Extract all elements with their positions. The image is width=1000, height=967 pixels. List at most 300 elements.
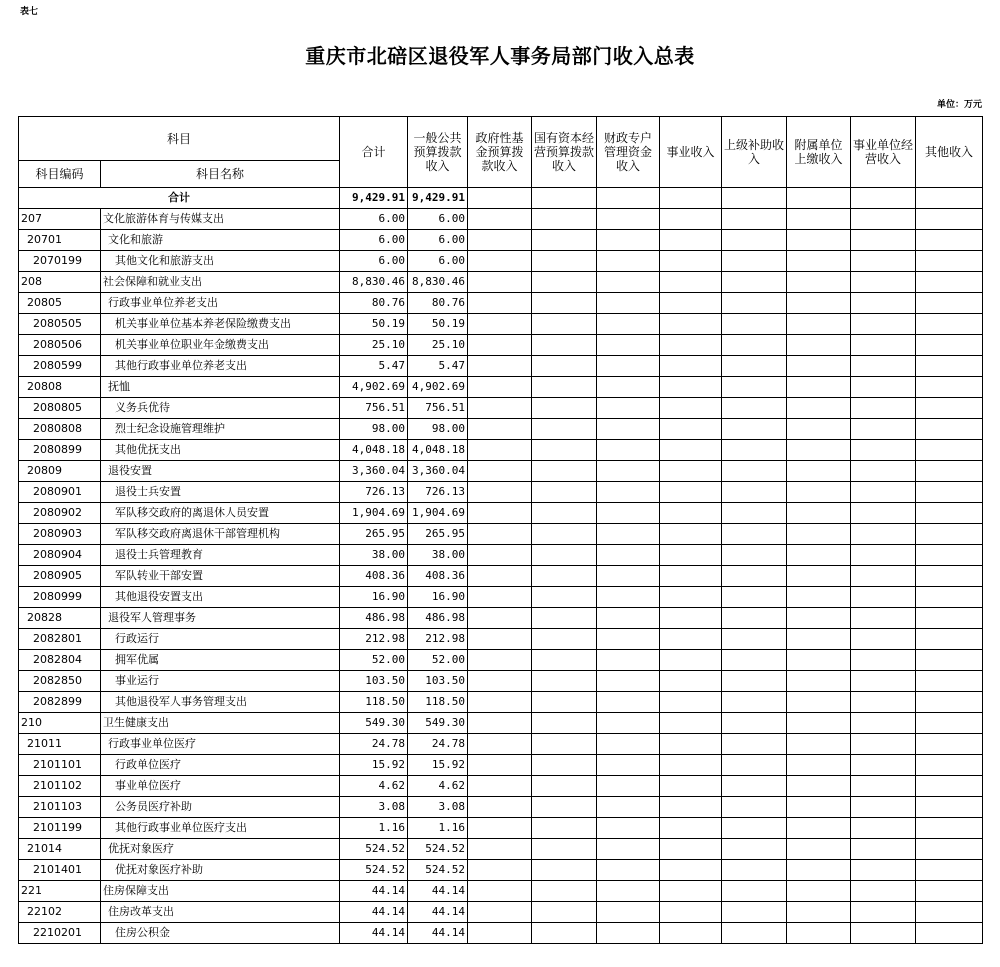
empty-cell — [468, 314, 532, 335]
empty-cell — [722, 272, 787, 293]
empty-cell — [660, 650, 722, 671]
row-code: 2080905 — [19, 566, 101, 587]
empty-cell — [851, 818, 916, 839]
row-code: 2070199 — [19, 251, 101, 272]
empty-cell — [851, 419, 916, 440]
empty-cell — [597, 356, 660, 377]
row-general-budget: 6.00 — [408, 251, 468, 272]
empty-cell — [722, 398, 787, 419]
empty-cell — [597, 272, 660, 293]
row-name: 卫生健康支出 — [101, 713, 340, 734]
empty-cell — [468, 755, 532, 776]
row-name: 机关事业单位基本养老保险缴费支出 — [101, 314, 340, 335]
empty-cell — [468, 566, 532, 587]
empty-cell — [722, 251, 787, 272]
empty-cell — [722, 356, 787, 377]
row-total: 549.30 — [340, 713, 408, 734]
row-name: 其他优抚支出 — [101, 440, 340, 461]
table-row — [19, 440, 983, 461]
empty-cell — [660, 272, 722, 293]
empty-cell — [916, 566, 983, 587]
empty-cell — [660, 440, 722, 461]
empty-cell — [787, 923, 851, 944]
empty-cell — [916, 440, 983, 461]
empty-cell — [722, 902, 787, 923]
empty-cell — [916, 797, 983, 818]
total-general: 9,429.91 — [408, 188, 468, 209]
empty-cell — [660, 566, 722, 587]
table-row — [19, 503, 983, 524]
empty-cell — [787, 839, 851, 860]
row-total: 486.98 — [340, 608, 408, 629]
empty-cell — [660, 755, 722, 776]
empty-cell — [532, 734, 597, 755]
total-label: 合计 — [19, 188, 340, 209]
empty-cell — [468, 482, 532, 503]
empty-cell — [787, 608, 851, 629]
empty-cell — [787, 524, 851, 545]
empty-cell — [916, 650, 983, 671]
empty-cell — [916, 587, 983, 608]
empty-cell — [532, 713, 597, 734]
row-general-budget: 3.08 — [408, 797, 468, 818]
empty-cell — [916, 209, 983, 230]
empty-cell — [468, 461, 532, 482]
empty-cell — [787, 335, 851, 356]
row-general-budget: 44.14 — [408, 881, 468, 902]
empty-cell — [660, 860, 722, 881]
empty-cell — [722, 503, 787, 524]
row-total: 726.13 — [340, 482, 408, 503]
empty-cell — [787, 650, 851, 671]
row-general-budget: 16.90 — [408, 587, 468, 608]
empty-cell — [468, 251, 532, 272]
empty-cell — [916, 398, 983, 419]
header-general-budget: 一般公共预算拨款收入 — [408, 117, 468, 188]
table-row — [19, 923, 983, 944]
row-total: 4.62 — [340, 776, 408, 797]
empty-cell — [532, 209, 597, 230]
row-general-budget: 1,904.69 — [408, 503, 468, 524]
row-total: 15.92 — [340, 755, 408, 776]
empty-cell — [851, 314, 916, 335]
empty-cell — [468, 629, 532, 650]
empty-cell — [851, 335, 916, 356]
empty-cell — [851, 755, 916, 776]
empty-cell — [597, 734, 660, 755]
row-code: 2080599 — [19, 356, 101, 377]
table-row — [19, 314, 983, 335]
table-number-label: 表七 — [20, 7, 39, 17]
row-total: 118.50 — [340, 692, 408, 713]
row-total: 44.14 — [340, 923, 408, 944]
empty-cell — [787, 545, 851, 566]
row-name: 退役军人管理事务 — [101, 608, 340, 629]
row-code: 21014 — [19, 839, 101, 860]
empty-cell — [597, 419, 660, 440]
page-title: 重庆市北碚区退役军人事务局部门收入总表 — [305, 44, 695, 68]
empty-cell — [787, 230, 851, 251]
empty-cell — [468, 860, 532, 881]
table-row — [19, 671, 983, 692]
row-code: 2101103 — [19, 797, 101, 818]
empty-cell — [597, 608, 660, 629]
row-total: 25.10 — [340, 335, 408, 356]
row-total: 98.00 — [340, 419, 408, 440]
empty-cell — [722, 755, 787, 776]
row-general-budget: 265.95 — [408, 524, 468, 545]
row-code: 221 — [19, 881, 101, 902]
header-affiliate-remit: 附属单位上缴收入 — [787, 117, 851, 188]
empty-cell — [851, 482, 916, 503]
row-total: 1.16 — [340, 818, 408, 839]
row-total: 212.98 — [340, 629, 408, 650]
row-general-budget: 486.98 — [408, 608, 468, 629]
empty-cell — [787, 587, 851, 608]
empty-cell — [851, 902, 916, 923]
row-code: 20701 — [19, 230, 101, 251]
row-name: 行政运行 — [101, 629, 340, 650]
empty-cell — [660, 482, 722, 503]
row-general-budget: 6.00 — [408, 209, 468, 230]
empty-cell — [532, 587, 597, 608]
empty-cell — [468, 881, 532, 902]
empty-cell — [660, 524, 722, 545]
empty-cell — [660, 818, 722, 839]
row-general-budget: 98.00 — [408, 419, 468, 440]
empty-cell — [916, 356, 983, 377]
empty-cell — [597, 755, 660, 776]
empty-cell — [916, 335, 983, 356]
table-row — [19, 293, 983, 314]
empty-cell — [916, 230, 983, 251]
table-row — [19, 608, 983, 629]
row-name: 拥军优属 — [101, 650, 340, 671]
income-summary-table — [18, 116, 983, 944]
empty-cell — [787, 251, 851, 272]
empty-cell — [660, 503, 722, 524]
empty-cell — [532, 419, 597, 440]
row-code: 2080904 — [19, 545, 101, 566]
empty-cell — [532, 251, 597, 272]
table-row — [19, 230, 983, 251]
empty-cell — [468, 839, 532, 860]
empty-cell — [468, 545, 532, 566]
row-total: 80.76 — [340, 293, 408, 314]
row-general-budget: 5.47 — [408, 356, 468, 377]
table-row — [19, 692, 983, 713]
row-general-budget: 118.50 — [408, 692, 468, 713]
empty-cell — [660, 692, 722, 713]
row-name: 其他文化和旅游支出 — [101, 251, 340, 272]
row-code: 2082804 — [19, 650, 101, 671]
row-general-budget: 524.52 — [408, 860, 468, 881]
table-row — [19, 860, 983, 881]
empty-cell — [532, 797, 597, 818]
empty-cell — [532, 755, 597, 776]
row-code: 2080805 — [19, 398, 101, 419]
empty-cell — [851, 839, 916, 860]
empty-cell — [722, 881, 787, 902]
row-code: 208 — [19, 272, 101, 293]
empty-cell — [660, 461, 722, 482]
empty-cell — [722, 839, 787, 860]
empty-cell — [660, 419, 722, 440]
row-code: 2080902 — [19, 503, 101, 524]
empty-cell — [660, 293, 722, 314]
empty-cell — [722, 608, 787, 629]
table-row — [19, 209, 983, 230]
empty-cell — [660, 881, 722, 902]
row-total: 44.14 — [340, 881, 408, 902]
empty-cell — [660, 587, 722, 608]
table-row — [19, 902, 983, 923]
empty-cell — [532, 776, 597, 797]
empty-cell — [787, 692, 851, 713]
empty-cell — [532, 482, 597, 503]
empty-cell — [468, 734, 532, 755]
empty-cell — [468, 440, 532, 461]
header-total: 合计 — [340, 117, 408, 188]
empty-cell — [851, 860, 916, 881]
empty-cell — [532, 272, 597, 293]
empty-cell — [532, 545, 597, 566]
row-general-budget: 38.00 — [408, 545, 468, 566]
row-code: 20808 — [19, 377, 101, 398]
row-general-budget: 1.16 — [408, 818, 468, 839]
header-code: 科目编码 — [19, 161, 101, 188]
table-row — [19, 755, 983, 776]
empty-cell — [660, 230, 722, 251]
empty-cell — [787, 314, 851, 335]
row-general-budget: 44.14 — [408, 923, 468, 944]
empty-cell — [787, 797, 851, 818]
empty-cell — [851, 713, 916, 734]
empty-cell — [532, 839, 597, 860]
header-state-capital: 国有资本经营预算拨款收入 — [532, 117, 597, 188]
empty-cell — [532, 671, 597, 692]
empty-cell — [916, 860, 983, 881]
row-name: 其他行政事业单位医疗支出 — [101, 818, 340, 839]
row-name: 公务员医疗补助 — [101, 797, 340, 818]
row-total: 103.50 — [340, 671, 408, 692]
empty-cell — [787, 734, 851, 755]
empty-cell — [722, 650, 787, 671]
table-row — [19, 839, 983, 860]
table-row — [19, 587, 983, 608]
empty-cell — [532, 524, 597, 545]
empty-cell — [468, 776, 532, 797]
table-row — [19, 566, 983, 587]
table-row — [19, 251, 983, 272]
empty-cell — [851, 545, 916, 566]
empty-cell — [532, 293, 597, 314]
empty-cell — [660, 776, 722, 797]
row-general-budget: 3,360.04 — [408, 461, 468, 482]
row-general-budget: 44.14 — [408, 902, 468, 923]
empty-cell — [722, 818, 787, 839]
empty-cell — [851, 797, 916, 818]
empty-cell — [787, 818, 851, 839]
row-name: 住房改革支出 — [101, 902, 340, 923]
empty-cell — [468, 272, 532, 293]
empty-cell — [660, 545, 722, 566]
empty-cell — [722, 293, 787, 314]
empty-cell — [532, 335, 597, 356]
empty-cell — [468, 230, 532, 251]
empty-cell — [722, 713, 787, 734]
table-row — [19, 797, 983, 818]
empty-cell — [722, 545, 787, 566]
empty-cell — [787, 377, 851, 398]
empty-cell — [532, 398, 597, 419]
empty-cell — [851, 356, 916, 377]
empty-cell — [597, 377, 660, 398]
empty-cell — [916, 524, 983, 545]
empty-cell — [532, 902, 597, 923]
empty-cell — [532, 440, 597, 461]
table-row — [19, 524, 983, 545]
empty-cell — [787, 209, 851, 230]
empty-cell — [597, 881, 660, 902]
empty-cell — [722, 440, 787, 461]
row-name: 军队移交政府离退休干部管理机构 — [101, 524, 340, 545]
row-name: 住房公积金 — [101, 923, 340, 944]
empty-cell — [468, 923, 532, 944]
row-code: 2101101 — [19, 755, 101, 776]
row-name: 抚恤 — [101, 377, 340, 398]
row-code: 2080808 — [19, 419, 101, 440]
empty-cell — [851, 440, 916, 461]
empty-cell — [916, 377, 983, 398]
empty-cell — [597, 923, 660, 944]
empty-cell — [597, 566, 660, 587]
row-code: 20805 — [19, 293, 101, 314]
empty-cell — [851, 650, 916, 671]
empty-cell — [851, 629, 916, 650]
total-amount: 9,429.91 — [340, 188, 408, 209]
empty-cell — [597, 797, 660, 818]
row-general-budget: 80.76 — [408, 293, 468, 314]
row-general-budget: 25.10 — [408, 335, 468, 356]
header-gov-fund: 政府性基金预算拨款收入 — [468, 117, 532, 188]
header-superior-subsidy: 上级补助收入 — [722, 117, 787, 188]
table-row — [19, 776, 983, 797]
empty-cell — [787, 629, 851, 650]
empty-cell — [916, 881, 983, 902]
row-name: 住房保障支出 — [101, 881, 340, 902]
empty-cell — [851, 398, 916, 419]
empty-cell — [916, 461, 983, 482]
empty-cell — [532, 692, 597, 713]
row-total: 4,048.18 — [340, 440, 408, 461]
empty-cell — [532, 356, 597, 377]
empty-cell — [916, 482, 983, 503]
empty-cell — [660, 629, 722, 650]
row-general-budget: 8,830.46 — [408, 272, 468, 293]
empty-cell — [851, 608, 916, 629]
row-name: 社会保障和就业支出 — [101, 272, 340, 293]
empty-cell — [787, 398, 851, 419]
empty-cell — [916, 608, 983, 629]
row-total: 44.14 — [340, 902, 408, 923]
row-total: 5.47 — [340, 356, 408, 377]
row-code: 2080999 — [19, 587, 101, 608]
empty-cell — [851, 272, 916, 293]
empty-cell — [468, 713, 532, 734]
empty-cell — [916, 902, 983, 923]
empty-cell — [787, 902, 851, 923]
row-total: 52.00 — [340, 650, 408, 671]
empty-cell — [532, 923, 597, 944]
empty-cell — [916, 272, 983, 293]
table-row — [19, 545, 983, 566]
empty-cell — [597, 692, 660, 713]
empty-cell — [787, 440, 851, 461]
empty-cell — [468, 692, 532, 713]
row-name: 其他退役军人事务管理支出 — [101, 692, 340, 713]
empty-cell — [532, 629, 597, 650]
empty-cell — [468, 503, 532, 524]
empty-cell — [597, 650, 660, 671]
empty-cell — [851, 587, 916, 608]
empty-cell — [660, 335, 722, 356]
empty-cell — [468, 419, 532, 440]
header-other-income: 其他收入 — [916, 117, 983, 188]
empty-cell — [532, 566, 597, 587]
row-name: 文化和旅游 — [101, 230, 340, 251]
row-code: 2080506 — [19, 335, 101, 356]
empty-cell — [597, 503, 660, 524]
empty-cell — [597, 314, 660, 335]
row-general-budget: 4.62 — [408, 776, 468, 797]
empty-cell — [916, 776, 983, 797]
empty-cell — [787, 293, 851, 314]
empty-cell — [660, 356, 722, 377]
header-name: 科目名称 — [101, 161, 340, 188]
empty-cell — [787, 566, 851, 587]
empty-cell — [532, 230, 597, 251]
row-name: 义务兵优待 — [101, 398, 340, 419]
row-general-budget: 756.51 — [408, 398, 468, 419]
header-subject: 科目 — [19, 117, 340, 161]
row-name: 其他退役安置支出 — [101, 587, 340, 608]
empty-cell — [722, 461, 787, 482]
total-row — [19, 188, 983, 209]
row-name: 退役士兵安置 — [101, 482, 340, 503]
row-general-budget: 24.78 — [408, 734, 468, 755]
empty-cell — [532, 860, 597, 881]
empty-cell — [787, 755, 851, 776]
empty-cell — [468, 608, 532, 629]
empty-cell — [532, 461, 597, 482]
empty-cell — [851, 251, 916, 272]
empty-cell — [916, 923, 983, 944]
empty-cell — [916, 419, 983, 440]
empty-cell — [851, 209, 916, 230]
empty-cell — [851, 377, 916, 398]
row-code: 20828 — [19, 608, 101, 629]
empty-cell — [597, 545, 660, 566]
row-name: 退役安置 — [101, 461, 340, 482]
empty-cell — [532, 608, 597, 629]
row-total: 756.51 — [340, 398, 408, 419]
empty-cell — [468, 902, 532, 923]
empty-cell — [916, 839, 983, 860]
row-general-budget: 4,048.18 — [408, 440, 468, 461]
empty-cell — [468, 293, 532, 314]
row-general-budget: 212.98 — [408, 629, 468, 650]
